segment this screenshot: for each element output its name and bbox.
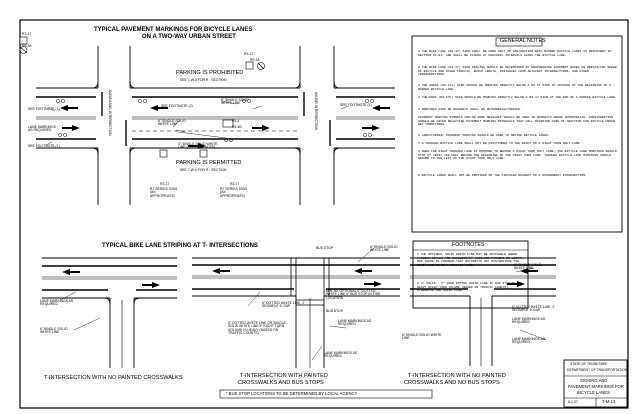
tb-title-3: BICYCLE LANES xyxy=(577,390,610,395)
lane-markings-bl: LANE MARKINGS AS REQUIRED xyxy=(40,299,74,307)
tb-state: STATE OF TENNESSEE xyxy=(570,362,608,366)
general-note-9: 9 BICYCLE LANES SHALL NOT BE PROVIDED ON THE CIRCULAR ROADWAY OF A ROUNDABOUT INTERSECTION. xyxy=(418,173,587,177)
bus-stop-note: * BUS STOP LOCATIONS TO BE DETERMINED BY LOCAL AGENCY xyxy=(226,391,358,396)
single-solid-white-top: 6" SINGLE SOLID WHITE LINE xyxy=(221,98,249,106)
sign-label-r9-3a-right: R9-3A xyxy=(250,58,260,62)
sign-r4-4b: R4-4B xyxy=(232,125,242,129)
dotted-line-label-mid2: MIN. 80' OPTIONAL 6" DOTTED WHITE LINE IF BUS STOP IN THIS LOCATION xyxy=(326,289,381,300)
r7-series-label-c: R7 SERIES SIGN (AS APPROPRIATE) xyxy=(220,187,247,198)
tb-sheet-no: T-M-13 xyxy=(602,399,616,404)
bike-symbols xyxy=(56,99,373,141)
caption-right-2: CROSSWALKS AND NO BUS STOPS xyxy=(404,380,500,386)
see-section-label: SEE 7-W-II FOR R - SECTION xyxy=(180,78,227,82)
caption-left: T-INTERSECTION WITH NO PAINTED CROSSWALKS xyxy=(44,375,183,381)
general-note-3: 3 THE AHEAD (R3-17a) SIGN SHOULD BE MOUNTED DIRECTLY BELOW A R3-17 SIGN IN ADVANCE OF THE BEGINNING OF A MARKED BICYCLE LANE. xyxy=(418,83,612,91)
single-solid-white-left: 6" SINGLE SOLID WHITE LINE xyxy=(158,119,186,127)
sign-r4-4: R4-4 xyxy=(232,119,240,123)
t-left xyxy=(42,258,177,368)
parking-prohibited-label: PARKING IS PROHIBITED xyxy=(176,70,244,76)
see-footnote-left-2: SEE FOOTNOTE (1) xyxy=(28,144,60,148)
general-note-8: 8 WHEN THE RIGHT THROUGH LANE IS DROPPED TO BECOME A RIGHT TURN ONLY LANE, THE BICYCLE LANE MARKINGS SHOULD STOP AT LEAST 100 FEET BEFORE THE BEGINNING OF THE RIGHT TURN LANE. THROUGH BICYCLE LANE MARKINGS SHOULD RESUME TO THE LEFT OF THE RIGHT TURN ONLY LANE. xyxy=(418,149,617,161)
tb-dept: DEPARTMENT OF TRANSPORTATION xyxy=(567,368,628,372)
street-right-name: MAJOR INTERSECTION xyxy=(314,92,318,131)
general-note-5b: PAVEMENT MARKING SYMBOLS AND/OR WORD MESSAGES SHOULD BE USED IN ROADWAYS WHERE APPROPRIATE. CONSIDERATION SHOULD BE GIVEN SELECTING PAVEMENT MARKING MATERIALS THAT WILL MINIMIZE LOSS OF TRACTION FOR BICYCLE UNDER WET CONDITIONS. xyxy=(418,115,615,127)
see-footnote-mid: SEE FOOTNOTE (2) xyxy=(161,104,193,108)
single-solid-bl: 6" SINGLE SOLID WHITE LINE xyxy=(40,327,68,335)
general-note-1: 1 THE BIKE LANE (R3-17) SIGN SHALL BE USED ONLY IN CONJUNCTION WITH MARKED BICYCLE LANES AS DESCRIBED IN SECTION 9C.04, AND SHALL BE PLACED AT PERIODIC INTERVALS ALONG THE BICYCLE LANE. xyxy=(418,49,612,57)
single-solid-mid-r: 6" SINGLE SOLID WHITE LINE xyxy=(402,333,442,341)
caption-middle-1: T-INTERSECTION WITH PAINTED xyxy=(240,373,328,379)
general-note-6: 6 LONGITUDINAL PAVEMENT MARKING SHOULD BE USED TO DEFINE BICYCLE LANES. xyxy=(418,133,550,137)
general-note-4: 4 THE ENDS (R3-17b) SIGN SHOULD BE MOUNTED DIRECTLY BELOW A R3-17 SIGN AT THE END OF A MARKED BICYCLE LANE. xyxy=(418,95,617,99)
lane-markings-top-left: LANE MARKINGS AS REQUIRED xyxy=(28,125,56,133)
top-title-line1: TYPICAL PAVEMENT MARKINGS FOR BICYCLE LANES xyxy=(94,27,253,33)
footnote-2: 2 4" SOLID - 6" WIDE DOTTED WHITE LINE IF BUS STOP OR HEAVY RIGHT-TURN VOLUME (BASED ON TRAFFIC COUNTS). OTHERWISE USE SOLID LINE. xyxy=(417,281,516,293)
general-note-5: 5 MARKINGS USED ON ROADWAYS SHALL BE RETROREFLECTORIZED. xyxy=(418,107,522,111)
sign-label-r3-17: R3-17 xyxy=(22,32,32,36)
lane-markings-r: LANE MARKINGS AS REQUIRED xyxy=(512,317,546,325)
single-solid-r: 6" SINGLE SOLID WHITE LINE xyxy=(514,263,542,271)
general-notes-header: GENERAL NOTES xyxy=(500,38,546,44)
general-note-7: 7 A THROUGH BICYCLE LANE SHALL NOT BE POSITIONED TO THE RIGHT OF A RIGHT TURN ONLY LANE. xyxy=(418,141,582,145)
top-title-line2: ON A TWO-WAY URBAN STREET xyxy=(142,34,236,40)
lane-markings-mid2: LANE MARKINGS AS REQUIRED xyxy=(324,351,358,359)
sign-label-r3-17-right: R3-17 xyxy=(244,52,254,56)
see-section-label-2: SEE 7-W-II FOR R - SECTION xyxy=(180,168,227,172)
dotted-r: 6" DOTTED WHITE LINE, 2' SEGMENT 6' GAP xyxy=(512,305,555,313)
lane-markings-r2: LANE MARKINGS AS REQUIRED xyxy=(512,337,546,345)
footnotes-header: FOOTNOTES xyxy=(452,242,485,248)
bottom-title: TYPICAL BIKE LANE STRIPING AT T- INTERSECTIONS xyxy=(102,243,258,249)
tb-title-1: SIGNING AND xyxy=(580,378,608,383)
street-left-name: DOWNLAND INTERSECTION xyxy=(108,90,112,136)
bus-stop-mid: BUS STOP xyxy=(326,309,344,313)
general-note-2: 2 THE BIKE LANE (R3-17) SIGN SPACING SHOULD BE DETERMINED BY ENGINEERING JUDGMENT BASED ON PREVAILING SPEED OF BICYCLE AND OTHER TRAFFIC, BLOCK LENGTH, DISTANCES FROM ADJACENT INTERSECTIONS, AND OTHER CONSIDERATIONS. xyxy=(418,65,617,77)
caption-middle-2: CROSSWALKS AND BUS STOPS xyxy=(238,380,324,386)
tb-title-2: PAVEMENT MARKINGS FOR xyxy=(568,384,624,389)
parking-permitted-label: PARKING IS PERMITTED xyxy=(176,160,242,166)
bus-stop-top: BUS STOP xyxy=(316,246,334,250)
tb-date: 6-1-07 xyxy=(568,400,578,404)
caption-right-1: T-INTERSECTION WITH NO PAINTED xyxy=(408,373,506,379)
sign-label-r3-17-c: R3-17 xyxy=(230,182,240,186)
see-footnote-right: SEE FOOTNOTE (1) xyxy=(340,103,372,107)
lane-markings-mid: LANE MARKINGS AS REQUIRED xyxy=(338,319,372,327)
solid-white-line-footnote: 4" SINGLE SOLID WHITE LINE (SEE FOOTNOTE) xyxy=(178,142,218,150)
sign-label-r3-17-b: R3-17 xyxy=(160,182,170,186)
footnote-1: 1 THE OPTIONAL SOLID WHITE LINE MAY BE ADVISABLE WHERE PARKING STALLS ARE UNNECESSARY (BECAUSE PARKING IS LIGHT) BUT THERE IS CONCERN THAT MOTORISTS MAY MISCONSTRUE THE BIKE LANE TO BE A TRAFFIC LANE. xyxy=(417,252,523,267)
see-footnote-left-1: SEE FOOTNOTE (1) xyxy=(28,107,60,111)
sign-label-r9-3a: R9-3A xyxy=(22,44,32,48)
dotted-line-label-mid3: 6" DOTTED WHITE LINE OR SINGLE SOLID WHITE LINE IF RIGHT TURN VOLUME IS HEAVY (BASED ON TRAFFIC COUNTS) xyxy=(228,321,286,336)
single-solid-top-r: 6" SINGLE SOLID WHITE LINE xyxy=(370,245,398,253)
r7-series-label-b: R7 SERIES SIGN (AS APPROPRIATE) xyxy=(150,187,177,198)
dotted-line-label-mid: 6" DOTTED WHITE LINE, 2' SEGMENT 6' GAP xyxy=(262,301,305,309)
